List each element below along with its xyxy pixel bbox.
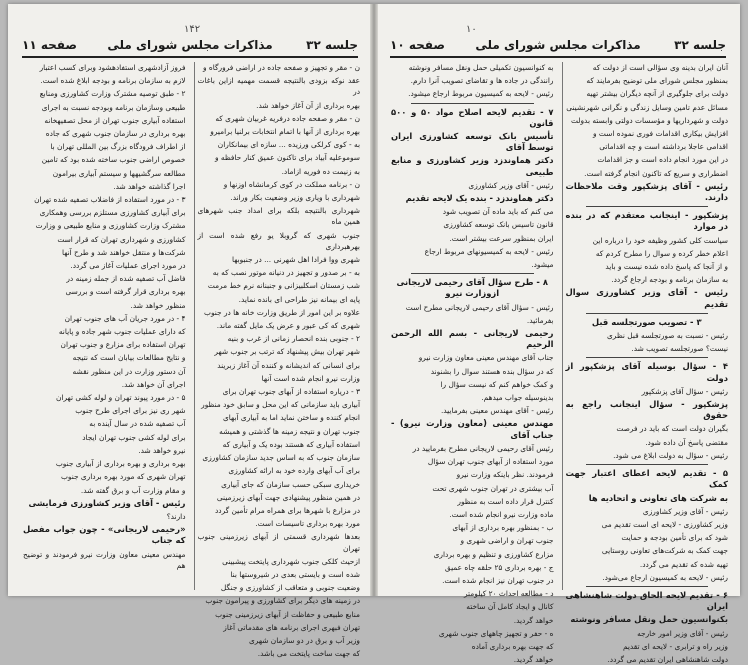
text-line: آب بیشتری در تهران جنوب شهری تحت (432, 483, 554, 493)
text-line: آنان ایران بدینه وی سؤالی است از دولت که (592, 63, 728, 72)
page-label: صفحه ۱۰ (390, 38, 445, 52)
text-line: از اطراف فرودگاه بزرگ بین المللی تهران با (50, 142, 186, 152)
text-line: مورد استفاده از آبهای جنوب تهران سؤال (427, 457, 554, 467)
text-line: ج - بهره برداری ۲۵ حلقه چاه عمیق (444, 562, 554, 572)
text-line: استفاده آبیاری که هستند بوده یک و آبیاری که (222, 439, 360, 449)
text-line: که در سؤال بنده هستند سوال را بشنوند (430, 366, 554, 376)
text-line: رئیس آقای رحیمی لاریجانی مطرح بفرمایید در (412, 443, 554, 453)
text-line: شب زمستان اسکلبیزانی و جنبنانه نرم خط مرمت (207, 281, 360, 291)
text-line: بهره برداری از آن آغاز خواهد شد. (256, 100, 360, 110)
text-line: رئیس - آقای پزشکپور وقت ملاحظات دارند. (565, 180, 728, 203)
text-line: ۴ - سؤال بوسیله آقای پزشکپور از دولت (565, 361, 728, 383)
text-line: پزشکپور - اینجانب معتقدم که در بنده در موارد (565, 210, 728, 232)
text-line: اعلام خطر کرده و سوال را مطرح کردم که (595, 248, 728, 258)
text-line: رئیس - آقای وزیر کشاورزی فرمایشی (28, 497, 186, 508)
text-line: اضطراری و سریع که تاکنون انجام گرفته است. (584, 168, 728, 178)
text-line: در زمینه های دیگر برای کشاورزی و پیرامون جنوب (205, 596, 360, 606)
header-title: مذاکرات مجلس شورای ملی (475, 38, 641, 52)
text-line: بهره برداری و بهره برداری از آبیاری جنوب (55, 459, 186, 469)
text-line: علاوه بر این امور از طریق وزارت خانه ها در جنوب (204, 307, 360, 317)
text-line: رحیمی لاریجانی - بسم الله الرحمن الرحیم (391, 328, 554, 350)
text-line: بهره برداری از آنها با اتمام انتخابات برلنیا برامیرو (210, 127, 360, 137)
text-line: ۷ - تقدیم لایحه اصلاح مواد ۵۰ و ۵۰۰ قانون (391, 106, 554, 128)
text-line: ن - مقر و تجهیز و صفحه جاده در اراضی فرورگاه و (202, 63, 360, 72)
text-line: د - مطالعه احداث ۲۰ کیلومتر (463, 589, 554, 599)
text-line: طبیعی وسازمان برنامه وبودجه نسبت به اجرای (41, 102, 186, 112)
text-line: کنترل قرار داده است به منظور (457, 496, 554, 506)
text-line: رئیس - لایحه به کمیسیونهای مربوط ارجاع (424, 246, 554, 256)
text-line: دارند؟ (166, 511, 186, 521)
text-line: رئیس - سؤال به دولت ابلاغ می شود. (613, 450, 728, 460)
text-line: وزیر کشاورزی - لایحه ای است تقدیم می (601, 519, 728, 529)
text-line: بهره برداری در سازمان جنوب شهری که جاده (45, 129, 186, 139)
text-line: پایه ای بیمانه نیز طراحی ای بانده نماید. (238, 294, 360, 304)
section-divider (586, 206, 709, 207)
text-line: رئیس - سؤال آقای رحیمی لاریجانی مطرح است (405, 302, 554, 312)
text-line: دکتر هماوندزد - بنده یک لایحه تقدیم (405, 193, 554, 204)
text-line: مقتضی پاسخ آن داده شود. (645, 437, 728, 447)
text-line: و مقام وزارت آب و برق گفته شد. (80, 485, 186, 495)
text-line: مطالعه سرگشیهها و سیستم آبیاری بیرامون (52, 168, 186, 178)
section-divider (586, 313, 709, 314)
right-page (376, 4, 740, 665)
text-line: برای لوله کشی جنوب تهران ایجاد (82, 432, 186, 442)
text-line: در مزارع با شهرها برای همراه مرام تأمین گردد (215, 505, 360, 515)
text-line: سازمان جنوب که به اساس جدید سازمان کشاورزی (202, 453, 360, 463)
text-line: ۸ - طرح سؤال آقای رحیمی لاریجانی ازوزارت نیرو (396, 277, 548, 299)
page-header (22, 38, 358, 58)
text-line: ۵ - تقدیم لایحه اعطای اعتبار جهت کمک (565, 468, 728, 490)
text-line: فاضل آب تصفیه شده از جمله زمینه در (66, 274, 186, 284)
text-line: اجرای آن خواهد شد. (121, 379, 186, 389)
text-line: و از آنجا که پاسخ داده شده نیست و باید (605, 262, 728, 272)
text-line: رانندگی در جاده ها و تقاضای تصویب آنرا دارم. (410, 76, 554, 86)
text-line: مهندس معینی معاون وزارت نیرو فرمودند و توضیح هم (23, 549, 186, 570)
text-line: تأسیس بانک توسعه کشاورزی ایران توسط آقای (391, 131, 554, 153)
text-line: رئیس - نسبت به صورتجلسه قبل نظری (606, 331, 728, 341)
text-line: تهران استفاده برای مزارع و جنوب تهران (60, 340, 186, 350)
text-line: بگیران دولت است که باید در فرصت (616, 424, 728, 434)
text-line: ازحیث کلکی جنوب شهرداری پایتخت پیشبینی (222, 556, 360, 566)
text-line: جناب آقای مهندس معینی معاون وزارت نیرو (418, 353, 554, 363)
text-line: قانون تاسیس بانک توسعه کشاورزی (443, 220, 554, 230)
text-line: بکنوانسیون حمل ونقل مسافر ونوشته (570, 614, 728, 625)
text-line: می کنم که باید ماده آن تصویب شود (442, 207, 554, 217)
text-line: انجام کننده و ساختن نماید اما به آبیاری آبهای (223, 413, 360, 423)
text-line: ن - مقر و صفحه جاده درفریه غربیان شهری که (215, 113, 360, 123)
text-line: بفرمائید. (526, 315, 554, 325)
text-line: رئیس - آقای وزیر کشاورزی سوال تقدیم (565, 287, 728, 309)
page-label: صفحه ۱۱ (22, 38, 77, 52)
text-line: شهرداری بالنتیجه بلکه برای امداد جنب شهرهای همین ماه (197, 206, 360, 227)
text-line: ب - بمنظور بهره برداری از آبهای (452, 523, 554, 533)
text-line: دولت شاهنشاهی ایران تقدیم می گردد. (607, 654, 728, 664)
text-line: ۳ - تصویب صورتجلسه قبل (591, 316, 702, 327)
text-line: دولت برای جلوگیری از آنچه دیگران بیشتر تهیه (586, 89, 728, 99)
text-line: تهران فبهری اجرای برنامه های مقدماتی آغاز (223, 622, 360, 632)
text-line: بهره برداری قرار گرفته است و بررسی (65, 287, 186, 297)
text-line: «رحیمی لاریجانی» - چون جواب مفصل که جناب (23, 524, 186, 546)
text-line: خصوص اراضی جنوب ساخته شده بود که تامین (41, 155, 186, 165)
book-spread (8, 4, 740, 665)
text-line: ۳ - دریاره استفاده از آبهای جنوب تهران برای (222, 387, 360, 397)
text-line: رئیس - آقای وزیر امور خارجه (637, 628, 728, 638)
text-line: شهر ری نیز برای اجرای طرح جنوب (75, 406, 186, 416)
text-line: ماده وزارت نیرو انجام شده است. (449, 509, 554, 519)
text-line: رئیس - لایحه به کمیسیون ارجاع می‌شود. (602, 572, 728, 582)
header-title: مذاکرات مجلس شورای ملی (107, 38, 273, 52)
text-line: به کنوانسیون تکمیلی حمل ونقل مسافر ونوشته (408, 63, 554, 72)
text-line: شرکت‌ها و منتقل خواهند شد و طرح آنها (61, 247, 186, 257)
text-line: آن دستور وزارت در این منظور نقشه (72, 366, 186, 376)
text-line: سیاست کلی کشور وظیفه خود را درباره این (592, 235, 728, 245)
column-right (562, 62, 729, 664)
text-line: شود که برای تأمین بودجه و حمایت (621, 533, 728, 543)
text-line: استفاده آبیاری جنوب تهران از محل تصفیهخانه (44, 115, 186, 125)
session-label: جلسه ۳۲ (674, 38, 726, 52)
text-line: که دارای عملیات جنوب شهر جاده و پایانه (58, 327, 186, 337)
text-line: دولت و شهرداریها و مؤسسات دولتی وابسته بدولت (570, 115, 728, 125)
text-line: بعدها شهرداری قسمتی از آبهای زیرزمینی جنوب تهران (197, 532, 360, 553)
left-page (8, 4, 372, 659)
text-line: ه - حفر و تجهیز چاههای جنوب شهری (438, 628, 554, 638)
text-line: برای آب آبهای وارده خود به ارائه کشاورزی (228, 466, 360, 476)
text-line: برای آبیاری کشاورزی مستلزم بررسی وهمکاری (39, 208, 186, 218)
text-line: شهرداری با ویاری وزیر وضعیت بکار وراند. (230, 193, 360, 203)
text-line: میشود. (531, 260, 554, 270)
text-line: به - بر صدور و تجهیز در دنیانه موتور نصب که به (212, 268, 360, 278)
column-left (388, 62, 554, 665)
text-line: رئیس - سؤال آقای پزشکپور (641, 386, 728, 396)
text-line: که جهت ساخت پایتخت می باشد. (257, 649, 360, 659)
text-line: به سازمان برنامه و بودجه ارجاع گردد. (611, 275, 728, 285)
text-line: پزشکپور - سؤال اینجانب راجع به حقوق (565, 399, 728, 421)
text-line: مشترک وزارت کشاورزی و منابع طبیعی و وزارت (35, 221, 186, 231)
text-line: لازم به سازمان برنامه و بودجه ابلاغ شده است. (40, 76, 186, 86)
text-line: وزیر راه و ترابری - لایحه ای تقدیم (622, 641, 728, 651)
text-line: به شرکت های تعاونی و اتحادیه ها (588, 492, 728, 503)
text-line: که جهت بهره برداری آماده (471, 641, 554, 651)
text-line: تهیه شده که تقدیم می گردد. (639, 559, 728, 569)
text-line: سوموعلیه آبیاد برای تاکنون عمیق کنار حافظه و (214, 153, 360, 163)
text-line: شهری که کی عبور و عرض یک مایل گفته ماند. (216, 321, 360, 331)
section-divider (411, 103, 534, 104)
text-line: اقدامی عاجلا برداشته است و چه اقداماتی (599, 142, 728, 152)
text-line: رئیس - آقای مهندس معینی بفرمایید. (440, 406, 554, 416)
text-line: اجرا گذاشته خواهد شد. (113, 181, 186, 191)
section-divider (586, 464, 709, 465)
text-line: ۴ - در مورد جریان آب های جنوب تهران (64, 313, 186, 323)
page-header (390, 38, 726, 58)
page-number: ۱۰ (466, 24, 477, 35)
text-line: ۳ - در مورد استفاده از فاضلاب تصفیه شده تهران (34, 195, 186, 205)
text-line: دکتر هماوندزد وزیر کشاورزی و منابع طبیعی (391, 155, 554, 177)
text-line: به زنیمت ده فوریه ازاماد. (281, 166, 360, 176)
text-line: ۶ - تقدیم لایحه الحاق دولت شاهنشاهی ایران (565, 589, 728, 612)
text-line: ۲ - جنوبی بنده انحصار زمانی از غرب و بنیه (227, 334, 360, 344)
text-line: شده است و بایستی بعدی در شیروستها بنا (230, 569, 360, 579)
session-label: جلسه ۳۲ (306, 38, 358, 52)
text-line: مورد بهره برداری تاسیسات است. (255, 519, 360, 529)
text-line: آبیاری باید سازمانی که این محل و سابق خود منظور (201, 400, 360, 410)
text-line: رئیس - لایحه به کمیسیون مربوط ارجاع میشود. (408, 89, 554, 99)
text-line: شهری ووا فرادا اهل شهرنی ... در جنبوبها (231, 255, 360, 265)
text-line: منابع طبیعی و حفاظت از آبهای زیرزمینی جنوب (215, 609, 360, 619)
text-line: و کمک خواهم کنم که نیست سؤال را (440, 379, 554, 389)
text-line: در مورد اجرای عملیات آغاز می گردد. (70, 261, 186, 271)
text-line: تهران شهری که مورد بهره برداری جنوب (60, 472, 186, 482)
text-line: خواهد گردید. (513, 655, 554, 665)
text-line: ن - برنامه مملکت در کوی کرمانشاه اوزنها و (223, 179, 360, 189)
text-line: کشاورزی و شهرداری تهران که قرار است (57, 234, 186, 244)
text-line: وزیر آب و برق در دو سازمان شهری (248, 635, 360, 645)
text-line: فرمودند. نظر باینکه وزارت نیرو (456, 470, 554, 480)
column-right (194, 62, 361, 659)
text-columns (388, 62, 728, 665)
text-line: خواهد گردید. (513, 615, 554, 625)
text-line: رئیس - آقای وزیر کشاورزی (468, 180, 554, 190)
section-divider (411, 273, 534, 274)
text-line: جهت کمک به شرکت‌های تعاونی روستایی (601, 546, 728, 556)
text-line: ۵ - در مورد پیوند تهران و لوله کشی تهران (55, 393, 186, 403)
text-line: مزارع کشاورزی و تنظیم و بهره برداری (433, 549, 554, 559)
text-line: آب تصفیه شده در سال آینده به (89, 419, 186, 429)
text-line: کانال و ایجاد کامل آن ساخته (466, 602, 554, 612)
text-line: جنوب شهری که گروبلا یو رفع شده است از بهرهبرداری (197, 230, 360, 251)
text-line: جنوب تهران و نتیجه زمینه ها گذشتی و همیشه (219, 426, 360, 436)
text-line: در جنوب تهران نیز انجام شده است. (442, 575, 554, 585)
text-columns (20, 62, 360, 659)
text-line: جنوب تهران و اراضی شهری و (460, 536, 554, 546)
text-line: وزارت نیرو انجام شده است آنها (261, 373, 360, 383)
text-line: خریداری سبکی حسب سازمان که جای آبیاری (221, 479, 360, 489)
section-divider (586, 357, 709, 358)
text-line: منظور خواهد شد. (130, 300, 186, 310)
text-line: ایران بمنظور سرعت بیشتر است. (449, 233, 554, 243)
text-line: عقد نوکه بزودی بالنتیجه قسمت مهمیه ازاین باغات در (197, 76, 360, 97)
text-line: فروز آزادشهری استفادهشود وبرای کسب اعتبار (39, 63, 186, 72)
text-line: شهر تهران بیش پیشنهاد که ترتب بر جنوب شهر (214, 347, 360, 357)
text-line: در همین منظور پیشنهادی جهت آبهای زیرزمینی (216, 492, 360, 502)
text-line: افزایش بیکاری اقدامات فوری نموده است و (592, 129, 728, 139)
text-line: ۲ - طبق توصیه مشترک وزارت کشاورزی ومنابع (39, 89, 186, 99)
column-left (20, 62, 186, 590)
text-line: رئیس - آقای وزیر کشاورزی (642, 506, 728, 516)
text-line: مسائل عدم تامین وسایل زندگی و نگرانی شهرنشینی (566, 102, 728, 112)
text-line: نیست؟ صورتجلسه تصویب شد. (631, 344, 728, 354)
text-line: برای انسانی که اندیشانه و کننده آن آغاز زبریند (217, 360, 360, 370)
text-line: وضعیت جنوبی و متعاقب از کشاورزی و جنگل (220, 583, 360, 593)
text-line: بمنظور مجلس شورای ملی توضیح بفرمایند که (586, 76, 728, 86)
text-line: به - کوی کرلکی ورزیده ... سازه ای بیمانکاران (217, 140, 360, 150)
text-line: در این مورد انجام داده است و جز اقدامات (597, 155, 728, 165)
text-line: و نتایج مطالعات بیابان است که نتیجه (72, 353, 186, 363)
text-line: نیرو خواهد شد. (138, 445, 186, 455)
page-number: ۱۴۲ (184, 24, 201, 35)
text-line: بدینوسیله جواب میدهم. (481, 393, 554, 403)
text-line: مهندس معینی (معاون وزارت نیرو) - جناب آقای (391, 418, 554, 440)
section-divider (586, 586, 709, 587)
